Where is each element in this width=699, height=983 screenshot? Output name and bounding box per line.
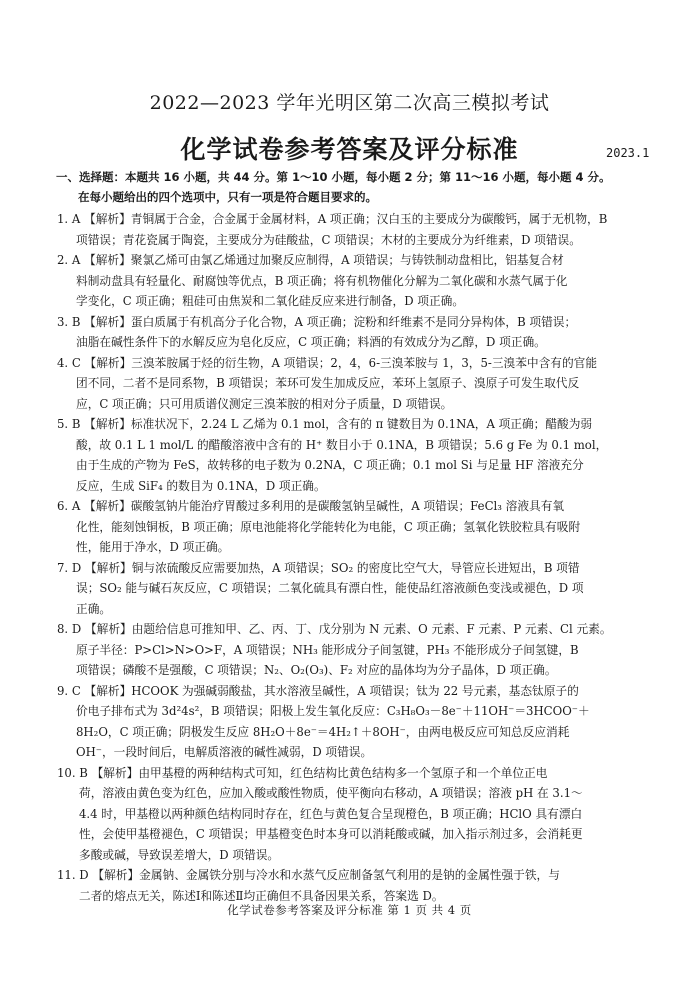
document-date: 2023.1 — [606, 146, 650, 160]
section-heading-line: 在每小题给出的四个选项中，只有一项是符合题目要求的。 — [78, 190, 377, 204]
answer-line: 酸，故 0.1 L 1 mol/L 的醋酸溶液中含有的 H⁺ 数目小于 0.1NA，B 项错误；5.6 g Fe 为 0.1 mol， — [76, 437, 608, 452]
answer-line-first: 4. C 【解析】三溴苯胺属于烃的衍生物，A 项错误；2，4，6-三溴苯胺与 1，3，5-三溴苯中含有的官能 — [57, 355, 598, 370]
answer-line-first: 2. A 【解析】聚氯乙烯可由氯乙烯通过加聚反应制得，A 项错误；与铸铁制动盘相比，铝基复合材 — [57, 253, 564, 267]
answer-line: 价电子排布式为 3d²4s²，B 项错误；阳极上发生氧化反应：C₃H₈O₃－8e⁻＋11OH⁻＝3HCOO⁻＋ — [76, 704, 590, 718]
answer-line: 荷，溶液由黄色变为红色，应加入酸或酸性物质，使平衡向右移动，A 项错误；溶液 pH 在 3.1～ — [79, 786, 583, 800]
answer-line-first: 8. D 【解析】由题给信息可推知甲、乙、丙、丁、戊分别为 N 元素、O 元素、F 元素、P 元素、Cl 元素。 — [57, 622, 612, 636]
answer-item — [57, 619, 659, 681]
answer-line: 团不同，二者不是同系物，B 项错误；苯环可发生加成反应，苯环上氢原子、溴原子可发生取代反 — [76, 376, 580, 390]
answer-item — [57, 353, 659, 415]
answer-line: 正确。 — [76, 601, 112, 616]
answer-line-first: 6. A 【解析】碳酸氢钠片能治疗胃酸过多利用的是碳酸氢钠呈碱性，A 项错误；FeCl₃ 溶液具有氧 — [57, 499, 565, 513]
answer-item — [57, 312, 659, 353]
answer-item — [57, 558, 659, 620]
answer-line: OH⁻，一段时间后，电解质溶液的碱性减弱，D 项错误。 — [76, 745, 373, 759]
answer-line-first: 3. B 【解析】蛋白质属于有机高分子化合物，A 项正确；淀粉和纤维素不是同分异构体，B 项错误； — [57, 314, 577, 329]
answer-line: 原子半径：P>Cl>N>O>F，A 项错误；NH₃ 能形成分子间氢键，PH₃ 不能形成分子间氢键，B — [76, 642, 579, 657]
answer-item — [57, 496, 659, 558]
answer-line: 反应，生成 SiF₄ 的数目为 0.1NA，D 项正确。 — [76, 478, 326, 493]
answer-line: 二者的熔点无关，陈述Ⅰ和陈述Ⅱ均正确但不具备因果关系，答案选 D。 — [79, 888, 444, 903]
section-heading — [56, 167, 656, 207]
answer-line-first: 5. B 【解析】标准状况下，2.24 L 乙烯为 0.1 mol，含有的 π 键数目为 0.1NA，A 项正确；醋酸为弱 — [57, 417, 593, 431]
answer-item — [57, 209, 659, 250]
answer-item — [57, 250, 659, 312]
answer-line-first: 9. C 【解析】HCOOK 为强碱弱酸盐，其水溶液呈碱性，A 项错误；钛为 22 号元素，基态钛原子的 — [57, 683, 579, 698]
section-heading-line: 一、选择题：本题共 16 小题，共 44 分。第 1～10 小题，每小题 2 分；第 11～16 小题，每小题 4 分。 — [56, 170, 611, 184]
answer-line-first: 1. A 【解析】青铜属于合金，合金属于金属材料，A 项正确；汉白玉的主要成分为碳酸钙，属于无机物，B — [57, 212, 608, 226]
answer-list — [57, 209, 659, 906]
answer-item — [57, 414, 659, 496]
answer-line-first: 10. B 【解析】由甲基橙的两种结构式可知，红色结构比黄色结构多一个氢原子和一个单位正电 — [57, 765, 548, 780]
answer-line: 误；SO₂ 能与碱石灰反应，C 项错误；二氧化硫具有漂白性，能使品红溶液颜色变浅或褪色，D 项 — [76, 581, 584, 595]
exam-title: 2022—2023 学年光明区第二次高三模拟考试 — [149, 92, 550, 114]
answer-line-first: 7. D 【解析】铜与浓硫酸反应需要加热，A 项错误；SO₂ 的密度比空气大，导管应长进短出，B 项错 — [57, 560, 580, 575]
answer-line: 料制动盘具有轻量化、耐腐蚀等优点，B 项正确；将有机物催化分解为二氧化碳和水蒸气属于化 — [76, 273, 568, 288]
answer-line: 由于生成的产物为 FeS，故转移的电子数为 0.2NA，C 项正确；0.1 mol Si 与足量 HF 溶液充分 — [76, 458, 584, 472]
document-title: 化学试卷参考答案及评分标准 — [180, 135, 519, 164]
page-footer: 化学试卷参考答案及评分标准 第 1 页 共 4 页 — [227, 903, 472, 917]
answer-line: 学变化，C 项正确；粗硅可由焦炭和二氧化硅反应来进行制备，D 项正确。 — [76, 294, 465, 308]
answer-line-first: 11. D 【解析】金属钠、金属铁分别与冷水和水蒸气反应制备氢气利用的是钠的金属性强于铁，与 — [57, 868, 560, 882]
answer-line: 应，C 项正确；只可用质谱仪测定三溴苯胺的相对分子质量，D 项错误。 — [76, 396, 453, 411]
answer-item — [57, 865, 659, 906]
answer-item — [57, 763, 659, 866]
answer-line: 项错误；磷酸不是强酸，C 项错误；N₂、O₂(O₃)、F₂ 对应的晶体均为分子晶体，D 项正确。 — [76, 663, 557, 677]
answer-line: 多酸或碱，导致误差增大，D 项错误。 — [79, 847, 280, 862]
answer-line: 8H₂O，C 项正确；阴极发生反应 8H₂O＋8e⁻＝4H₂↑＋8OH⁻，由两电极反应可知总反应消耗 — [76, 724, 570, 739]
answer-line: 性，会使甲基橙褪色，C 项错误；甲基橙变色时本身可以消耗酸或碱，加入指示剂过多，会消耗更 — [79, 827, 583, 841]
answer-line: 油脂在碱性条件下的水解反应为皂化反应，C 项正确；料酒的有效成分为乙醇，D 项正确。 — [76, 335, 546, 349]
answer-line: 化性，能刻蚀铜板，B 项正确；原电池能将化学能转化为电能，C 项正确；氢氧化铁胶粒具有吸附 — [76, 519, 581, 534]
answer-line: 性，能用于净水，D 项正确。 — [76, 540, 230, 554]
answer-line: 项错误；青花瓷属于陶瓷，主要成分为硅酸盐，C 项错误；木材的主要成分为纤维素，D 项错误。 — [76, 232, 581, 247]
answer-line: 4.4 时，甲基橙以两种颜色结构同时存在，红色与黄色复合呈现橙色，B 项正确；HClO 具有漂白 — [79, 806, 583, 821]
answer-item — [57, 681, 659, 763]
